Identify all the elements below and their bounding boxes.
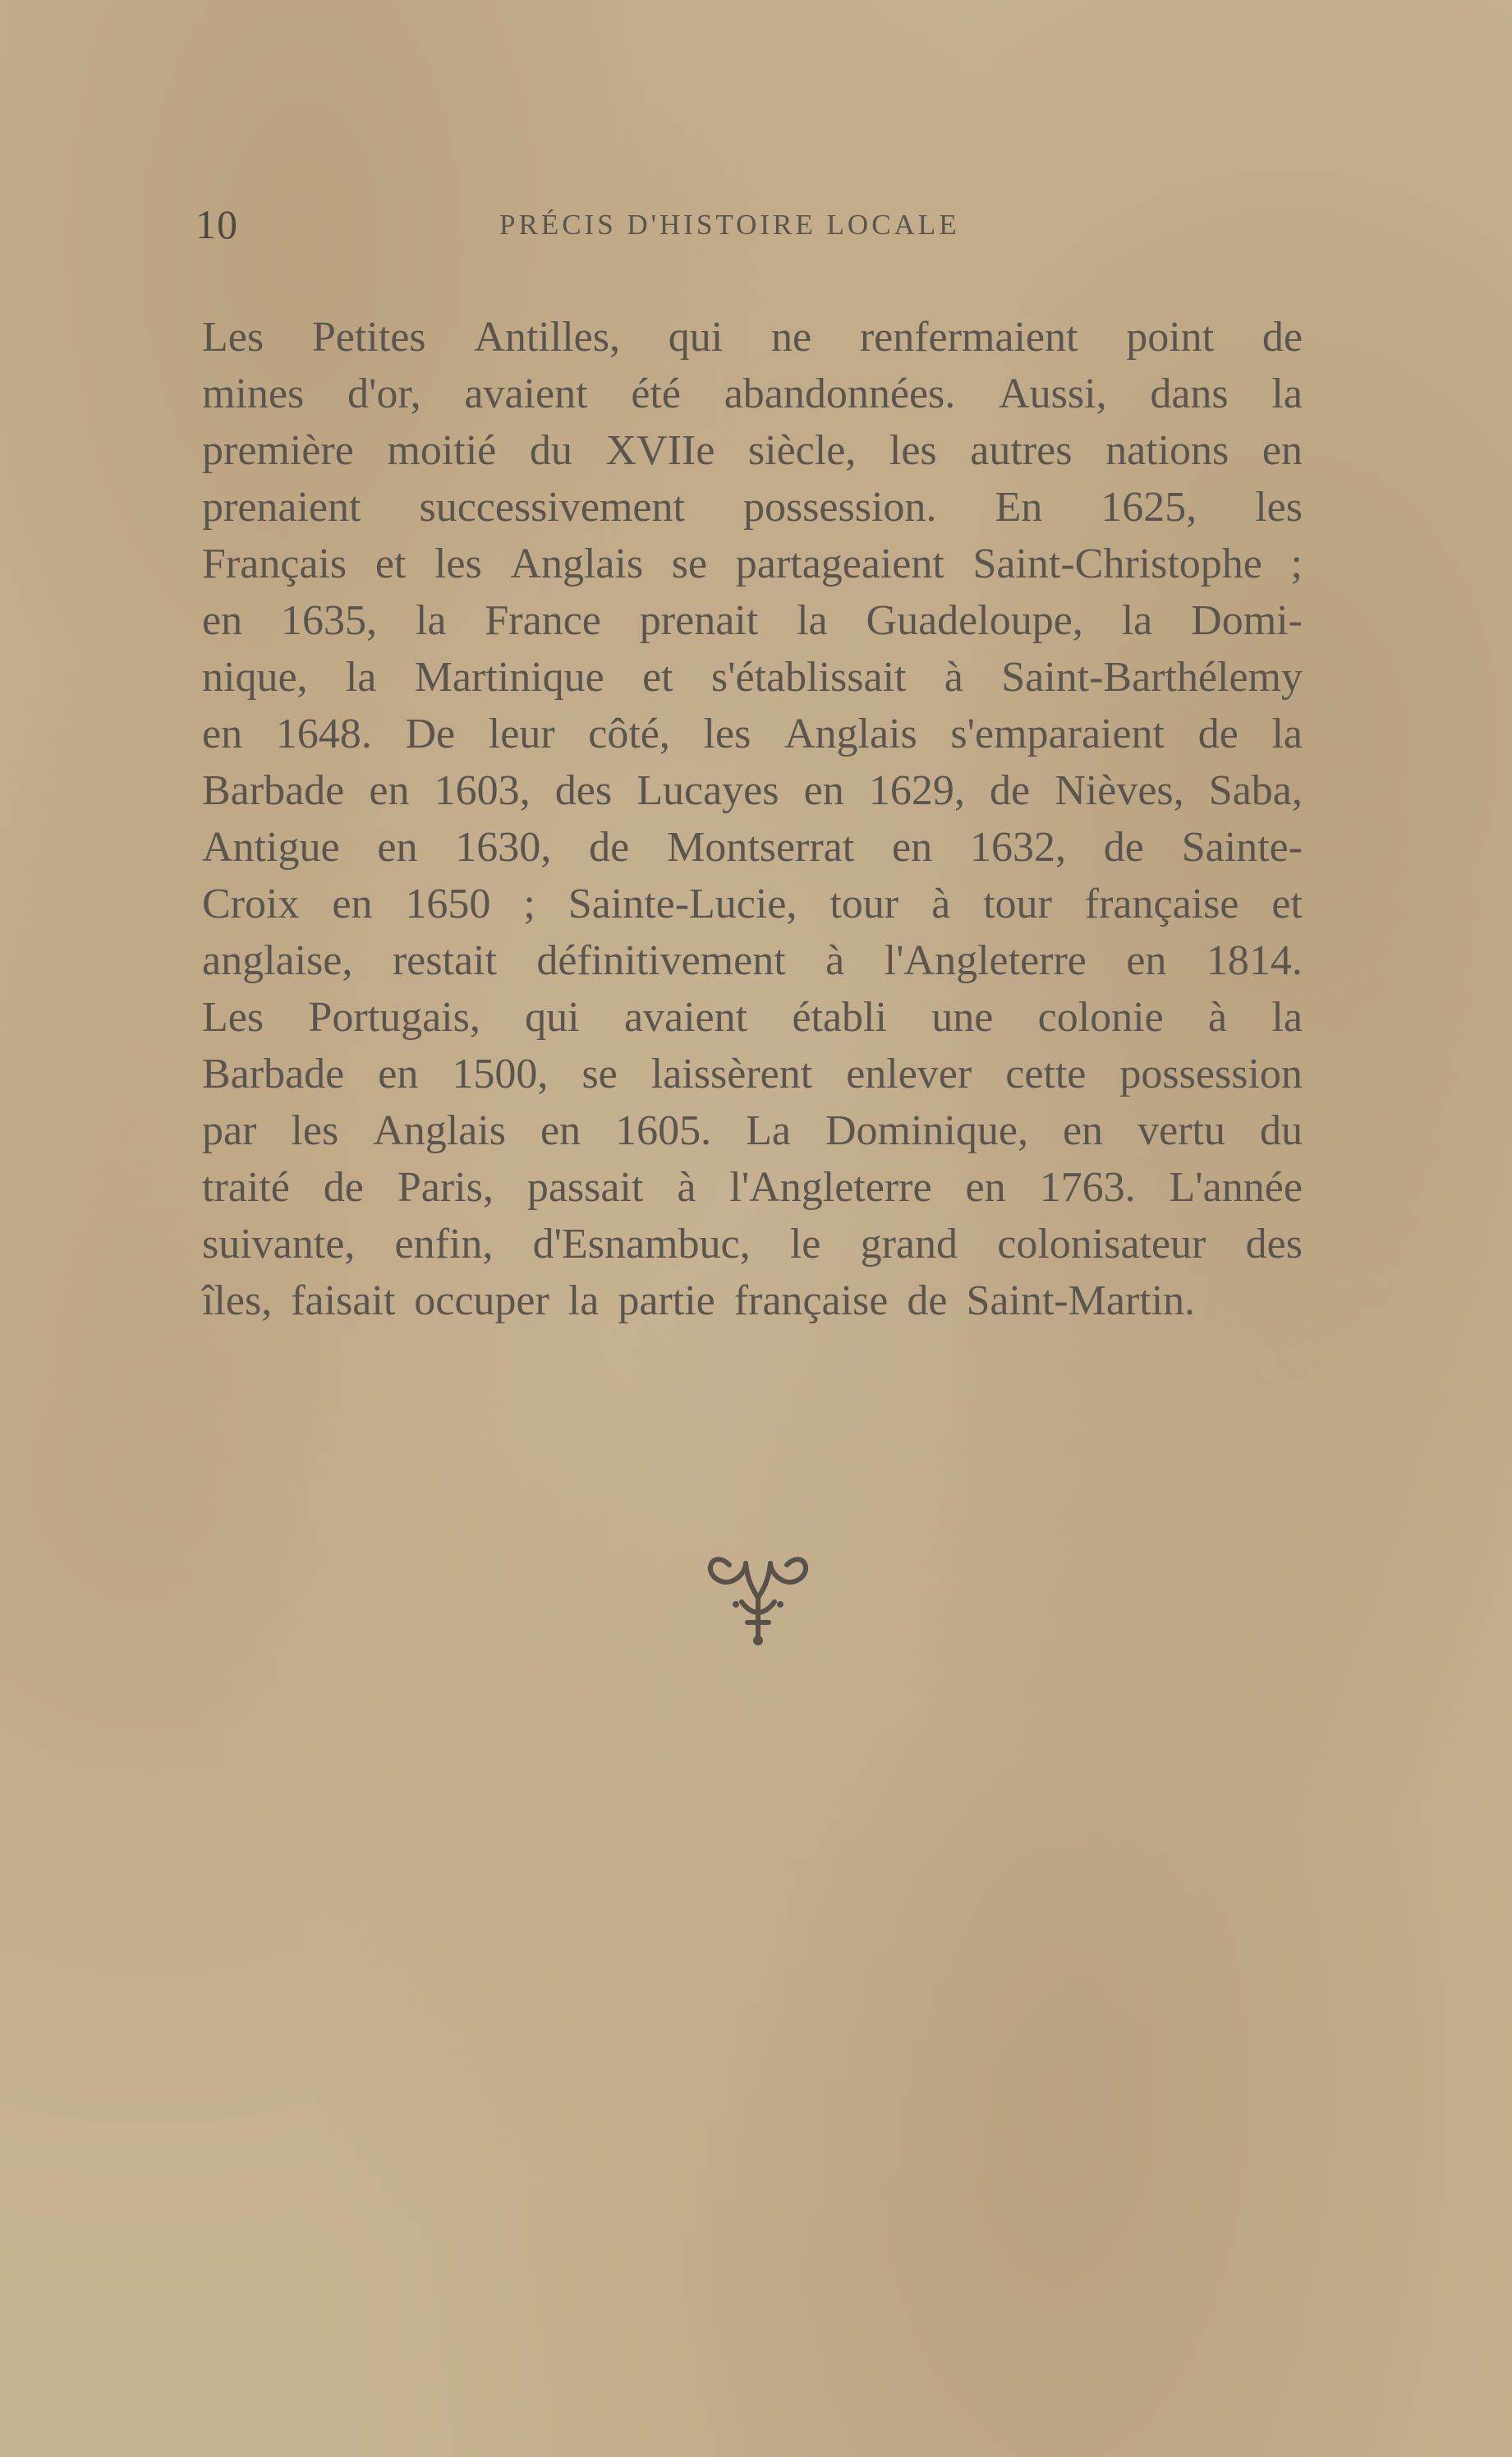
word: suivante, [202, 1221, 356, 1268]
word: Dominique, [825, 1107, 1028, 1154]
word: en [803, 767, 844, 814]
word: se [671, 541, 708, 587]
word: 1500, [452, 1051, 549, 1097]
word: à [931, 881, 951, 927]
word: traité [202, 1164, 290, 1211]
word: 1605. [615, 1107, 712, 1154]
word: passait [526, 1164, 644, 1211]
word: de [1103, 824, 1144, 871]
word: La [746, 1107, 791, 1154]
word: Sainte- [1181, 824, 1303, 871]
word: Français [202, 541, 347, 587]
word: ; [1290, 541, 1303, 587]
word: Martinique [414, 654, 604, 701]
word: l'Angleterre [729, 1164, 932, 1211]
word: qui [668, 314, 724, 361]
text-line [202, 1159, 1303, 1216]
word: de [1197, 711, 1239, 757]
word: du [529, 427, 572, 474]
text-line [202, 1216, 1303, 1272]
word: possession [1119, 1051, 1303, 1097]
word: anglaise, [202, 937, 353, 984]
word: 1625, [1101, 484, 1197, 531]
word: en [965, 1164, 1006, 1211]
word: à [944, 654, 963, 701]
word: des [1245, 1221, 1303, 1268]
word: en [892, 824, 933, 871]
word: 1650 [405, 881, 491, 927]
word: se [581, 1051, 618, 1097]
word: 1629, [868, 767, 965, 814]
text-line [202, 536, 1303, 592]
text-line [202, 876, 1303, 932]
word: en [1262, 427, 1303, 474]
word: les [889, 427, 937, 474]
word: autres [970, 427, 1073, 474]
word: la [1271, 994, 1303, 1041]
word: des [554, 767, 613, 814]
running-head: PRÉCIS D'HISTOIRE LOCALE [499, 209, 960, 241]
word: en [1062, 1107, 1104, 1154]
word: moitié [387, 427, 497, 474]
word: ne [770, 314, 812, 361]
word: de [323, 1164, 364, 1211]
word: française [1084, 881, 1239, 927]
word: Anglais [510, 541, 644, 587]
word: Saba, [1208, 767, 1303, 814]
word: tour [830, 881, 899, 927]
page-number: 10 [195, 201, 238, 247]
word: nique, [202, 654, 308, 701]
word: qui [525, 994, 580, 1041]
word: Barbade [202, 767, 345, 814]
word: France [485, 597, 601, 644]
text-line [202, 706, 1303, 762]
word: la [1271, 370, 1303, 417]
word: grand [860, 1221, 958, 1268]
fleuron-ornament-icon [696, 1540, 820, 1647]
text-line-last: îles, faisait occuper la partie française de Saint-Martin. [202, 1277, 1196, 1324]
word: En [995, 484, 1043, 531]
text-line [202, 422, 1303, 479]
word: Sainte-Lucie, [568, 881, 797, 927]
word: Barbade [202, 1051, 345, 1097]
text-line [202, 762, 1303, 819]
word: Montserrat [667, 824, 855, 871]
word: Les [202, 994, 264, 1041]
word: XVIIe [605, 427, 715, 474]
word: leur [488, 711, 555, 757]
text-line [202, 366, 1303, 422]
word: et [642, 654, 673, 701]
word: Saint-Christophe [972, 541, 1262, 587]
text-line [202, 649, 1303, 706]
text-line [202, 1046, 1303, 1102]
word: en [369, 767, 410, 814]
word: avaient [464, 370, 588, 417]
word: en [378, 1051, 419, 1097]
word: laissèrent [650, 1051, 813, 1097]
word: par [202, 1107, 257, 1154]
word: en [377, 824, 418, 871]
page-header [195, 200, 1028, 250]
word: les [434, 541, 482, 587]
word: tour [983, 881, 1052, 927]
word: partageaient [735, 541, 944, 587]
word: successivement [419, 484, 685, 531]
word: la [415, 597, 447, 644]
word: en [202, 711, 243, 757]
word: 1763. [1039, 1164, 1136, 1211]
word: Aussi, [999, 370, 1107, 417]
body-paragraph [202, 309, 1303, 1329]
word: en [332, 881, 373, 927]
word: s'établissait [710, 654, 907, 701]
word: De [405, 711, 456, 757]
word: prenait [639, 597, 759, 644]
word: côté, [588, 711, 670, 757]
text-line [202, 1102, 1303, 1159]
word: 1603, [434, 767, 531, 814]
word: Nièves, [1055, 767, 1184, 814]
word: enfin, [394, 1221, 494, 1268]
word: 1814. [1206, 937, 1303, 984]
text-line [202, 309, 1303, 366]
word: Guadeloupe, [866, 597, 1083, 644]
word: 1648. [275, 711, 372, 757]
word: possession. [742, 484, 937, 531]
word: la [1271, 711, 1303, 757]
word: prenaient [202, 484, 361, 531]
word: la [797, 597, 828, 644]
word: en [1126, 937, 1167, 984]
word: Anglais [373, 1107, 506, 1154]
word: et [1271, 881, 1303, 927]
word: vertu [1137, 1107, 1225, 1154]
word: de [990, 767, 1031, 814]
word: 1635, [281, 597, 378, 644]
word: Paris, [397, 1164, 494, 1211]
word: colonisateur [997, 1221, 1206, 1268]
word: d'or, [347, 370, 421, 417]
word: l'Angleterre [884, 937, 1087, 984]
word: première [202, 427, 354, 474]
word: 1632, [969, 824, 1066, 871]
text-line [202, 989, 1303, 1046]
word: cette [1005, 1051, 1087, 1097]
word: la [345, 654, 377, 701]
word: Portugais, [308, 994, 480, 1041]
word: les [291, 1107, 339, 1154]
word: de [1262, 314, 1303, 361]
word: en [540, 1107, 581, 1154]
word: Les [202, 314, 264, 361]
word: nations [1105, 427, 1229, 474]
word: renfermaient [859, 314, 1078, 361]
word: Antilles, [474, 314, 620, 361]
word: abandonnées. [724, 370, 956, 417]
word: s'emparaient [950, 711, 1165, 757]
word: point [1126, 314, 1215, 361]
word: à [677, 1164, 696, 1211]
text-line [202, 932, 1303, 989]
word: Anglais [784, 711, 917, 757]
word: ; [523, 881, 535, 927]
word: une [931, 994, 994, 1041]
word: la [1121, 597, 1153, 644]
word: Lucayes [637, 767, 779, 814]
word: de [589, 824, 630, 871]
word: été [631, 370, 681, 417]
text-line [202, 479, 1303, 536]
word: Croix [202, 881, 300, 927]
word: à [1208, 994, 1228, 1041]
word: enlever [846, 1051, 972, 1097]
word: du [1259, 1107, 1303, 1154]
word: le [789, 1221, 821, 1268]
word: Saint-Barthélemy [1001, 654, 1303, 701]
word: à [825, 937, 845, 984]
word: restait [392, 937, 497, 984]
word: mines [202, 370, 305, 417]
text-line [202, 819, 1303, 876]
word: d'Esnambuc, [532, 1221, 751, 1268]
word: et [375, 541, 407, 587]
word: les [1255, 484, 1303, 531]
word: Domi- [1191, 597, 1303, 644]
word: en [202, 597, 243, 644]
word: siècle, [747, 427, 857, 474]
word: dans [1150, 370, 1229, 417]
word: Petites [311, 314, 426, 361]
text-line [202, 592, 1303, 649]
word: établi [792, 994, 887, 1041]
word: définitivement [536, 937, 786, 984]
word: les [703, 711, 751, 757]
word: Antigue [202, 824, 340, 871]
word: colonie [1037, 994, 1164, 1041]
word: 1630, [455, 824, 552, 871]
word: avaient [623, 994, 748, 1041]
word: L'année [1169, 1164, 1303, 1211]
